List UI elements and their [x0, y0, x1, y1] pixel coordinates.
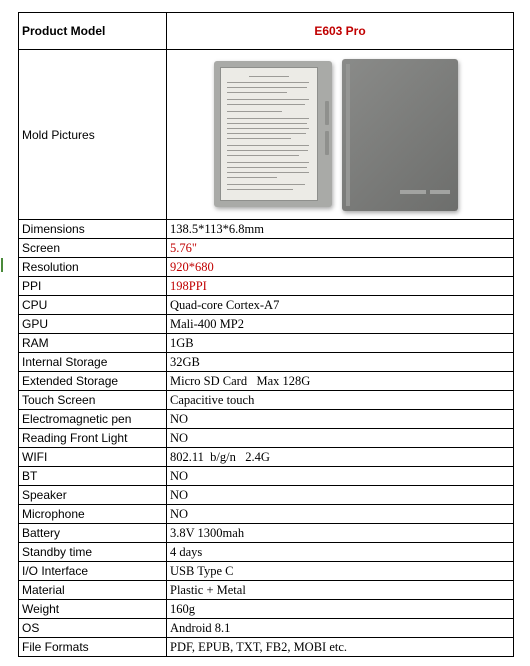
spec-row-dimensions: [19, 220, 514, 239]
spec-value: USB Type C: [167, 562, 514, 581]
spec-value: Plastic + Metal: [167, 581, 514, 600]
mold-key: Mold Pictures: [19, 50, 167, 220]
spec-value: NO: [167, 429, 514, 448]
spec-value: NO: [167, 467, 514, 486]
spec-row-ppi: [19, 277, 514, 296]
mold-row: [19, 50, 514, 220]
spec-key: WIFI: [19, 448, 167, 467]
spec-value: 920*680: [167, 258, 514, 277]
brand-logo-icon: [400, 190, 426, 194]
spec-value: PDF, EPUB, TXT, FB2, MOBI etc.: [167, 638, 514, 657]
spec-value: Quad-core Cortex-A7: [167, 296, 514, 315]
page-button-icon: [325, 101, 329, 125]
device-back-image: [342, 59, 458, 211]
spec-key: GPU: [19, 315, 167, 334]
spec-key: I/O Interface: [19, 562, 167, 581]
spec-row-battery: [19, 524, 514, 543]
spec-key: Material: [19, 581, 167, 600]
spec-value: NO: [167, 486, 514, 505]
spec-key: CPU: [19, 296, 167, 315]
spec-row-resolution: [19, 258, 514, 277]
spec-key: OS: [19, 619, 167, 638]
spec-value: NO: [167, 505, 514, 524]
spec-key: File Formats: [19, 638, 167, 657]
spec-row-touch-screen: [19, 391, 514, 410]
spec-row-weight: [19, 600, 514, 619]
spec-key: Extended Storage: [19, 372, 167, 391]
spec-value: 32GB: [167, 353, 514, 372]
mold-pictures-cell: [167, 50, 514, 220]
spec-key: Screen: [19, 239, 167, 258]
device-screen: [220, 67, 318, 201]
brand-logo-icon: [430, 190, 450, 194]
spec-row-wifi: [19, 448, 514, 467]
spec-row-screen: [19, 239, 514, 258]
spec-key: Internal Storage: [19, 353, 167, 372]
spec-key: Standby time: [19, 543, 167, 562]
spec-key: Weight: [19, 600, 167, 619]
spec-key: Reading Front Light: [19, 429, 167, 448]
spec-value: 4 days: [167, 543, 514, 562]
spec-value: 802.11 b/g/n 2.4G: [167, 448, 514, 467]
spec-row-ram: [19, 334, 514, 353]
spec-row-extended-storage: [19, 372, 514, 391]
spec-row-bt: [19, 467, 514, 486]
spec-row-front-light: [19, 429, 514, 448]
spec-row-standby-time: [19, 543, 514, 562]
spec-value: 198PPI: [167, 277, 514, 296]
header-value: E603 Pro: [167, 13, 514, 50]
spec-value: Micro SD Card Max 128G: [167, 372, 514, 391]
device-front-image: [214, 61, 332, 207]
spec-key: Battery: [19, 524, 167, 543]
spec-value: 3.8V 1300mah: [167, 524, 514, 543]
spec-key: BT: [19, 467, 167, 486]
spec-row-microphone: [19, 505, 514, 524]
spec-key: Speaker: [19, 486, 167, 505]
spec-row-cpu: [19, 296, 514, 315]
spec-value: Android 8.1: [167, 619, 514, 638]
spec-value: Mali-400 MP2: [167, 315, 514, 334]
margin-marker: [1, 258, 3, 272]
page-button-icon: [325, 131, 329, 155]
spec-row-speaker: [19, 486, 514, 505]
spec-value: 138.5*113*6.8mm: [167, 220, 514, 239]
spec-row-internal-storage: [19, 353, 514, 372]
spec-key: Dimensions: [19, 220, 167, 239]
spec-value: 1GB: [167, 334, 514, 353]
header-row: [19, 13, 514, 50]
spec-key: PPI: [19, 277, 167, 296]
spec-row-os: [19, 619, 514, 638]
header-key: Product Model: [19, 13, 167, 50]
spec-key: Electromagnetic pen: [19, 410, 167, 429]
spec-row-file-formats: [19, 638, 514, 657]
spec-value: 160g: [167, 600, 514, 619]
spec-row-io-interface: [19, 562, 514, 581]
spec-value: NO: [167, 410, 514, 429]
spec-row-gpu: [19, 315, 514, 334]
spec-value: Capacitive touch: [167, 391, 514, 410]
spec-key: Microphone: [19, 505, 167, 524]
spec-key: Resolution: [19, 258, 167, 277]
spec-table: [18, 12, 514, 657]
product-images: [214, 59, 459, 211]
spec-row-electromagnetic-pen: [19, 410, 514, 429]
spec-key: Touch Screen: [19, 391, 167, 410]
spec-sheet: [18, 12, 513, 657]
spec-value: 5.76": [167, 239, 514, 258]
spec-row-material: [19, 581, 514, 600]
spec-key: RAM: [19, 334, 167, 353]
